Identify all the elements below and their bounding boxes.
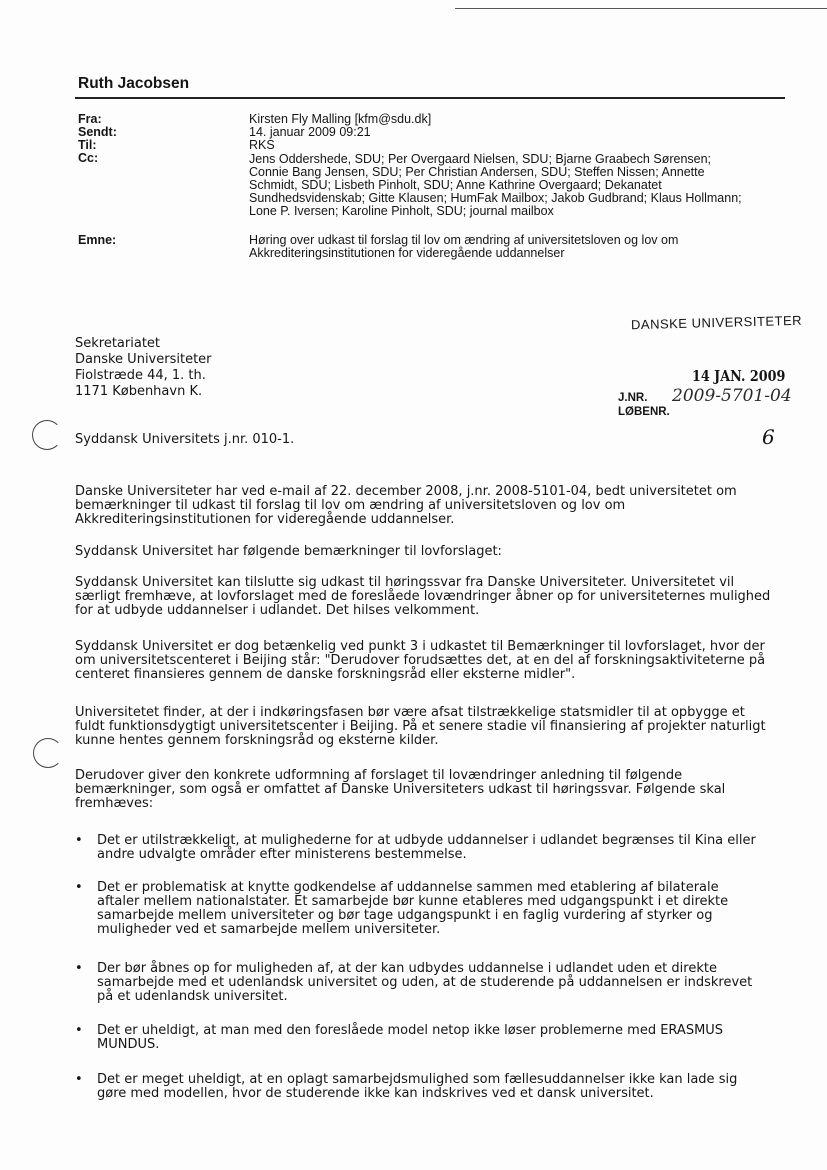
punch-hole-icon [33, 738, 63, 768]
list-item-text: Det er utilstrækkeligt, at mulighederne for at udbyde uddannelser i udlandet begrænses til Kina eller andre udvalgte områder efter ministerens bestemmelse. [97, 833, 756, 862]
subject-value [249, 234, 789, 260]
cc-line: Sundhedsvidenskab; Gitte Klausen; HumFak Mailbox; Jakob Gudbrand; Klaus Hollmann; [249, 191, 742, 205]
from-label: Fra: [78, 112, 102, 126]
list-item [75, 1073, 765, 1101]
list-item-text: Det er problematisk at knytte godkendelse af uddannelse sammen med etablering af bilaterale aftaler mellem nationalstater. Et samarbejde bør kunne etableres med udgangspunkt i et direkte samarbejde mellem universiteter og bør tage udgangspunkt i en faglig vurdering af styrker og muligheder ved et samarbejde mellem universiteter. [97, 880, 729, 937]
cc-label: Cc: [78, 151, 99, 165]
stamp-lobenr-handwritten: 6 [762, 425, 775, 449]
cc-line: Connie Bang Jensen, SDU; Per Christian Andersen, SDU; Steffen Nissen; Annette [249, 165, 705, 179]
paragraph: Syddansk Universitet er dog betænkelig ved punkt 3 i udkastet til Bemærkninger til lovforslaget, hvor der om universitetscenteret i Beijing står: "Derudover forudsættes det, at en del af forskningsaktiviteterne på centeret finansieres gennem de danske forskningsråd eller eksterne midler". [75, 639, 766, 682]
address-line: Sekretariatet [75, 336, 161, 351]
paragraph: Derudover giver den konkrete udformning af forslaget til lovændringer anledning til følgende bemærkninger, som også er omfattet af Danske Universiteters udkast til høringssvar. Følgende skal fremhæves: [75, 768, 726, 811]
subject-line: Høring over udkast til forslag til lov om ændring af universitetsloven og lov om [249, 233, 679, 247]
list-item [75, 834, 765, 862]
cc-value [249, 153, 789, 218]
paragraph: Danske Universiteter har ved e-mail af 22. december 2008, j.nr. 2008-5101-04, bedt universitetet om bemærkninger til udkast til forslag til lov om ændring af universitetsloven og lov om Akkrediteringsinstitutionen for videregående uddannelser. [75, 484, 737, 527]
list-item [75, 962, 765, 1004]
stamp-jnr-label: J.NR. [618, 392, 648, 404]
address-line: Fiolstræde 44, 1. th. [75, 368, 206, 383]
paragraph: Syddansk Universitet har følgende bemærkninger til lovforslaget: [75, 544, 502, 559]
cc-line: Lone P. Iversen; Karoline Pinholt, SDU; journal mailbox [249, 204, 554, 218]
header-divider [75, 97, 785, 99]
from-value: Kirsten Fly Malling [kfm@sdu.dk] [249, 112, 432, 126]
to-label: Til: [78, 138, 97, 152]
list-item-text: Det er uheldigt, at man med den foreslåede model netop ikke løser problemerne med ERASMUS MUNDUS. [97, 1023, 724, 1052]
stamp-organization: DANSKE UNIVERSITETER [630, 312, 803, 333]
sender-name: Ruth Jacobsen [78, 75, 190, 92]
address-line: 1171 København K. [75, 384, 203, 399]
sent-label: Sendt: [78, 125, 117, 139]
stamp-jnr-handwritten: 2009-5701-04 [672, 386, 792, 406]
list-item-text: Det er meget uheldigt, at en oplagt samarbejdsmulighed som fællesuddannelser ikke kan lade sig gøre med modellen, hvor de studerende ikke kan indskrives ved et dansk universitet. [97, 1072, 738, 1101]
address-line: Danske Universiteter [75, 352, 212, 367]
recipient-address [75, 336, 212, 400]
list-item [75, 881, 765, 937]
cc-line: Jens Oddershede, SDU; Per Overgaard Nielsen, SDU; Bjarne Graabech Sørensen; [249, 152, 712, 166]
cc-line: Schmidt, SDU; Lisbeth Pinholt, SDU; Anne Kathrine Overgaard; Dekanatet [249, 178, 662, 192]
bullet-icon: • [75, 880, 83, 895]
punch-hole-icon [32, 420, 62, 450]
reference-number: Syddansk Universitets j.nr. 010-1. [75, 432, 295, 447]
bullet-icon: • [75, 833, 83, 848]
sent-value: 14. januar 2009 09:21 [249, 125, 371, 139]
top-edge-line [455, 8, 827, 9]
subject-line: Akkrediteringsinstitutionen for videregående uddannelser [249, 246, 565, 260]
list-item [75, 1024, 765, 1052]
bullet-icon: • [75, 961, 83, 976]
bullet-icon: • [75, 1072, 83, 1087]
to-value: RKS [249, 138, 275, 152]
paragraph: Universitetet finder, at der i indkøringsfasen bør være afsat tilstrækkelige statsmidler til at opbygge et fuldt funktionsdygtigt universitetscenter i Beijing. På et senere stadie vil finansiering af projekter naturligt kunne hentes gennem forskningsråd og eksterne kilder. [75, 705, 766, 748]
stamp-lobenr-label: LØBENR. [618, 406, 670, 418]
subject-label: Emne: [78, 233, 117, 247]
stamp-date: 14 JAN. 2009 [692, 367, 786, 385]
paragraph: Syddansk Universitet kan tilslutte sig udkast til høringssvar fra Danske Universiteter. Universitetet vil særligt fremhæve, at lovforslaget med de foreslåede lovændringer åbner op for universiteternes mulighed for at udbyde uddannelser i udlandet. Det hilses velkomment. [75, 575, 771, 618]
list-item-text: Der bør åbnes op for muligheden af, at der kan udbydes uddannelse i udlandet uden et direkte samarbejde med et udenlandsk universitet og uden, at de studerende på uddannelsen er indskrevet på et udenlandsk universitet. [97, 961, 753, 1004]
bullet-icon: • [75, 1023, 83, 1038]
